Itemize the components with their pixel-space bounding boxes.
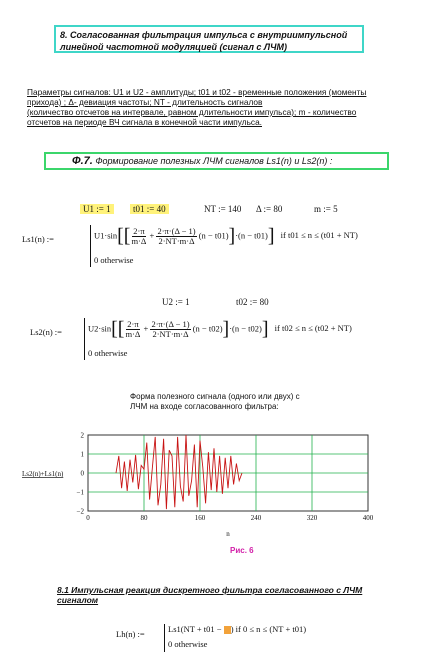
x-tick-label: 0	[86, 514, 90, 522]
lh-placeholder-box[interactable]	[224, 626, 231, 634]
signal-params-text	[27, 87, 422, 127]
ls2-piecewise-bar	[84, 318, 86, 360]
lh-expr-end: ) if 0 ≤ n ≤ (NT + t01)	[230, 624, 307, 634]
lh-case-expr	[168, 624, 306, 634]
formula-f7-box	[44, 152, 389, 170]
ls1-lhs: Ls1(n) :=	[22, 234, 54, 244]
y-tick-label: 1	[80, 450, 84, 459]
x-axis-label: n	[226, 530, 230, 538]
ls2-arg1: (n − t02)	[192, 323, 223, 334]
ls2-usin: U2·sin	[88, 323, 112, 334]
ls2-frac2-num: 2·π·(Δ − 1)	[151, 318, 190, 329]
defs-row2	[0, 297, 430, 311]
def-t02: t02 := 80	[236, 297, 269, 307]
section-8-title-box	[54, 25, 364, 53]
section-8-title-line2: линейной частотной модуляцией (сигнал с ЛЧМ)	[60, 42, 287, 52]
section-8-1-heading	[57, 585, 397, 605]
def-delta: Δ := 80	[256, 204, 283, 214]
ls1-otherwise: 0 otherwise	[94, 255, 134, 265]
ls1-definition	[22, 225, 422, 267]
ls1-plus: +	[149, 230, 155, 241]
ls2-otherwise: 0 otherwise	[88, 348, 128, 358]
ls2-bracket-close: ]	[222, 318, 230, 340]
x-tick-label: 320	[306, 514, 318, 522]
params-line4: отсчетов на периоде ВЧ сигнала в конечной части импульса.	[27, 117, 262, 127]
ls1-frac1-num: 2·π	[133, 225, 145, 236]
y-tick-label: 0	[80, 469, 84, 478]
ls2-frac2	[150, 320, 190, 340]
ls1-arg1: (n − t01)	[198, 230, 229, 241]
ls2-arg2: ·(n − t02)	[229, 323, 262, 334]
formula-f7-prefix: Ф.7.	[72, 155, 93, 167]
section-8-title-line1: 8. Согласованная фильтрация импульса с внутриимпульсной	[60, 30, 348, 40]
plot-caption-line1: Форма полезного сигнала (одного или двух) с	[130, 392, 300, 401]
def-m: m := 5	[314, 204, 338, 214]
ls1-frac1-den: m·Δ	[131, 236, 147, 246]
ls1-case-expr	[94, 225, 358, 248]
ls1-usin: U1·sin	[94, 230, 118, 241]
ls2-bracket-close2: ]	[261, 318, 269, 340]
def-u2: U2 := 1	[162, 297, 190, 307]
ls1-bracket-open: [[	[117, 225, 131, 247]
ls2-frac1-num: 2·π	[127, 318, 139, 329]
section-8-1-line1: 8.1 Импульсная реакция дискретного фильтра согласованного с ЛЧМ	[57, 585, 363, 595]
ls2-bracket-open: [[	[111, 318, 125, 340]
ls2-lhs: Ls2(n) :=	[30, 327, 62, 337]
lh-piecewise-bar	[164, 624, 166, 652]
ls1-cond: if t01 ≤ n ≤ (t01 + NT)	[280, 230, 358, 241]
ls1-frac2-den: 2·NT·m·Δ	[158, 236, 195, 246]
def-nt: NT := 140	[204, 204, 242, 214]
ls2-frac1	[124, 320, 141, 340]
signal-chart	[0, 425, 430, 540]
def-u1: U1 := 1	[80, 204, 114, 214]
params-line1: Параметры сигналов: U1 и U2 - амплитуды; t01 и t02 - временные положения (моменты	[27, 87, 367, 97]
ls1-frac2	[156, 227, 196, 247]
ls2-frac1-den: m·Δ	[125, 329, 141, 339]
lh-expr: Ls1(NT + t01 −	[168, 624, 224, 634]
x-tick-label: 400	[362, 514, 374, 522]
y-tick-label: 2	[80, 431, 84, 440]
plot-caption	[130, 392, 350, 412]
plot-caption-line2: ЛЧМ на входе согласованного фильтра:	[130, 402, 279, 411]
x-tick-label: 80	[140, 514, 148, 522]
ls2-frac2-den: 2·NT·m·Δ	[152, 329, 189, 339]
lh-definition	[116, 624, 416, 654]
params-line2: прихода) ; Δ- девиация частоты; NT - длительность сигналов	[27, 97, 263, 107]
ls1-frac2-num: 2·π·(Δ − 1)	[157, 225, 196, 236]
y-tick-label: −2	[76, 507, 84, 516]
y-axis-label: Ls2(n)+Ls1(n)	[22, 470, 64, 478]
section-8-1-line2: сигналом	[57, 595, 99, 605]
def-t01: t01 := 40	[130, 204, 169, 214]
x-tick-label: 160	[194, 514, 206, 522]
ls2-definition	[30, 318, 425, 360]
ls1-arg2: ·(n − t01)	[235, 230, 268, 241]
ls2-case-expr	[88, 318, 352, 341]
ls1-bracket-close: ]	[228, 225, 236, 247]
ls2-cond: if t02 ≤ n ≤ (t02 + NT)	[274, 323, 352, 334]
ls1-piecewise-bar	[90, 225, 92, 267]
ls1-bracket-close2: ]	[267, 225, 275, 247]
lh-otherwise: 0 otherwise	[168, 639, 208, 649]
ls2-plus: +	[143, 323, 149, 334]
y-tick-label: −1	[76, 488, 84, 497]
defs-row1	[0, 204, 430, 218]
formula-f7-text: Формирование полезных ЛЧМ сигналов Ls1(n) и Ls2(n) :	[92, 156, 333, 166]
figure-label: Рис. 6	[230, 546, 254, 555]
ls1-frac1	[130, 227, 147, 247]
params-line3: (количество отсчетов на интервале, равном длительности импульса); m - количество	[27, 107, 357, 117]
x-tick-label: 240	[250, 514, 262, 522]
lh-lhs: Lh(n) :=	[116, 629, 145, 639]
